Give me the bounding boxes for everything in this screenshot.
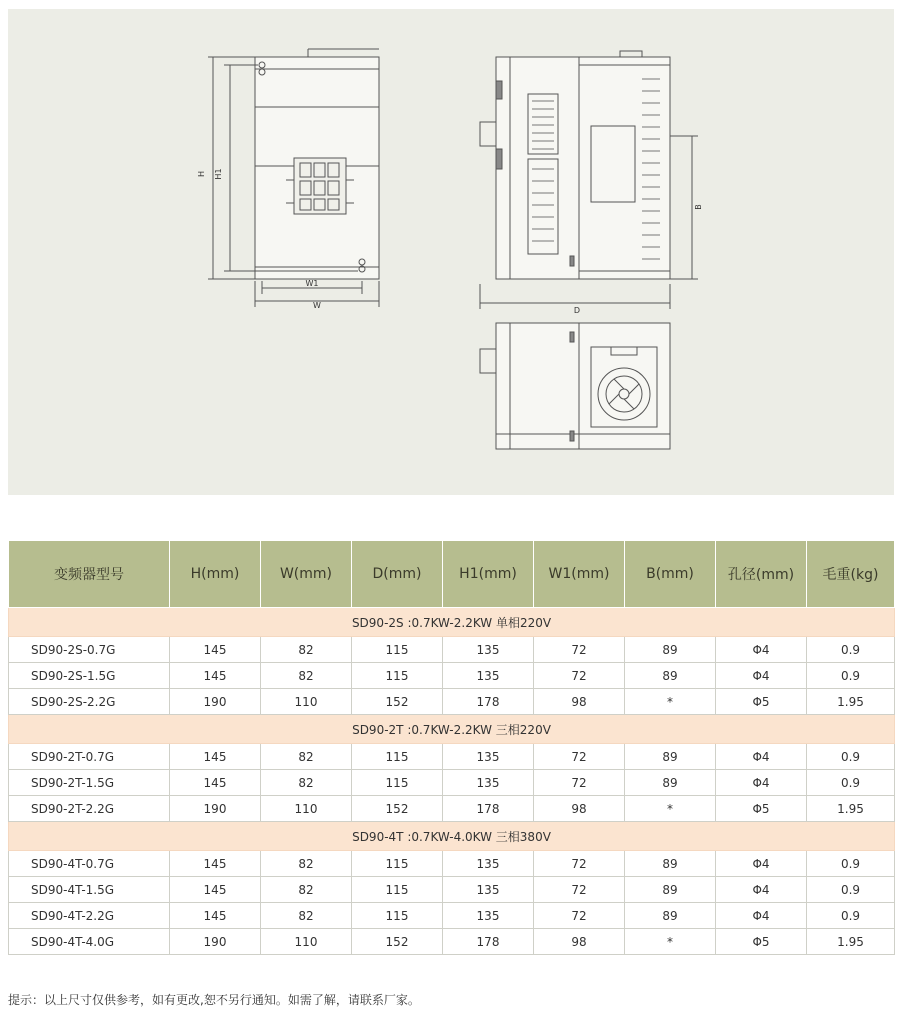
cell-d: 152 — [352, 796, 443, 822]
dim-label-d: D — [573, 306, 581, 315]
cell-hole: Φ4 — [716, 637, 807, 663]
header-hole: 孔径(mm) — [716, 541, 807, 608]
cell-h: 145 — [170, 637, 261, 663]
cell-w1: 98 — [534, 689, 625, 715]
cell-d: 152 — [352, 929, 443, 955]
cell-model: SD90-4T-2.2G — [9, 903, 170, 929]
cell-weight: 0.9 — [807, 744, 895, 770]
cell-model: SD90-2S-0.7G — [9, 637, 170, 663]
side-view — [480, 51, 698, 309]
group-row-2t — [9, 715, 895, 744]
cell-model: SD90-4T-4.0G — [9, 929, 170, 955]
cell-w: 82 — [261, 877, 352, 903]
cell-w: 110 — [261, 796, 352, 822]
bottom-view-outline — [496, 323, 670, 449]
cell-h1: 135 — [443, 637, 534, 663]
cell-d: 115 — [352, 637, 443, 663]
dim-label-w: W — [313, 301, 321, 310]
cell-b: 89 — [625, 851, 716, 877]
table-row — [9, 689, 895, 715]
table-row — [9, 877, 895, 903]
group-row-4t — [9, 822, 895, 851]
cell-w1: 98 — [534, 929, 625, 955]
cell-hole: Φ5 — [716, 929, 807, 955]
cell-d: 152 — [352, 689, 443, 715]
cell-h1: 135 — [443, 770, 534, 796]
dim-label-b: B — [694, 204, 703, 210]
keypad — [294, 158, 346, 214]
cell-hole: Φ4 — [716, 877, 807, 903]
cell-d: 115 — [352, 903, 443, 929]
side-connector — [480, 122, 496, 146]
cell-h1: 135 — [443, 903, 534, 929]
cell-w1: 72 — [534, 744, 625, 770]
cell-weight: 1.95 — [807, 689, 895, 715]
cell-h: 190 — [170, 796, 261, 822]
header-w1: W1(mm) — [534, 541, 625, 608]
cell-w1: 72 — [534, 663, 625, 689]
cell-hole: Φ4 — [716, 770, 807, 796]
cell-w: 82 — [261, 903, 352, 929]
header-h: H(mm) — [170, 541, 261, 608]
header-w: W(mm) — [261, 541, 352, 608]
cell-h: 190 — [170, 689, 261, 715]
cell-w: 110 — [261, 929, 352, 955]
cell-w: 82 — [261, 851, 352, 877]
cell-h1: 135 — [443, 744, 534, 770]
cell-w1: 72 — [534, 877, 625, 903]
table-row — [9, 663, 895, 689]
cell-w1: 72 — [534, 637, 625, 663]
cell-model: SD90-2T-1.5G — [9, 770, 170, 796]
cell-b: 89 — [625, 744, 716, 770]
cell-w1: 98 — [534, 796, 625, 822]
cell-h: 145 — [170, 851, 261, 877]
cell-hole: Φ4 — [716, 744, 807, 770]
cell-model: SD90-2T-2.2G — [9, 796, 170, 822]
cell-b: * — [625, 929, 716, 955]
cell-w1: 72 — [534, 903, 625, 929]
cell-b: 89 — [625, 877, 716, 903]
cell-weight: 0.9 — [807, 903, 895, 929]
dim-label-w1: W1 — [305, 279, 319, 288]
cell-model: SD90-2S-1.5G — [9, 663, 170, 689]
cell-d: 115 — [352, 663, 443, 689]
header-b: B(mm) — [625, 541, 716, 608]
cell-h1: 135 — [443, 877, 534, 903]
cell-model: SD90-4T-0.7G — [9, 851, 170, 877]
dimension-drawing-panel — [8, 9, 894, 495]
cell-w: 82 — [261, 663, 352, 689]
cell-b: 89 — [625, 770, 716, 796]
front-view — [208, 49, 379, 307]
cell-b: 89 — [625, 663, 716, 689]
cell-b: * — [625, 796, 716, 822]
cell-b: 89 — [625, 903, 716, 929]
cell-d: 115 — [352, 851, 443, 877]
cell-weight: 0.9 — [807, 663, 895, 689]
cell-h: 145 — [170, 744, 261, 770]
header-weight: 毛重(kg) — [807, 541, 895, 608]
cell-w: 110 — [261, 689, 352, 715]
cell-w1: 72 — [534, 851, 625, 877]
group-title: SD90-2T :0.7KW-2.2KW 三相220V — [9, 715, 895, 744]
cell-d: 115 — [352, 744, 443, 770]
cell-b: * — [625, 689, 716, 715]
table-row — [9, 903, 895, 929]
cell-b: 89 — [625, 637, 716, 663]
group-row-2s — [9, 608, 895, 637]
cell-d: 115 — [352, 770, 443, 796]
header-h1: H1(mm) — [443, 541, 534, 608]
cell-hole: Φ4 — [716, 851, 807, 877]
table-row — [9, 770, 895, 796]
table-row — [9, 851, 895, 877]
cell-h1: 178 — [443, 929, 534, 955]
cell-h: 145 — [170, 903, 261, 929]
footnote: 提示：以上尺寸仅供参考，如有更改,恕不另行通知。如需了解，请联系厂家。 — [8, 993, 420, 1007]
table-header-row — [9, 541, 895, 608]
cell-hole: Φ4 — [716, 663, 807, 689]
cell-w: 82 — [261, 744, 352, 770]
cell-w: 82 — [261, 770, 352, 796]
cell-w: 82 — [261, 637, 352, 663]
header-d: D(mm) — [352, 541, 443, 608]
cell-weight: 0.9 — [807, 637, 895, 663]
cell-d: 115 — [352, 877, 443, 903]
cell-hole: Φ4 — [716, 903, 807, 929]
cell-model: SD90-2T-0.7G — [9, 744, 170, 770]
cell-hole: Φ5 — [716, 796, 807, 822]
table-row — [9, 744, 895, 770]
cell-model: SD90-2S-2.2G — [9, 689, 170, 715]
cell-weight: 1.95 — [807, 929, 895, 955]
cell-weight: 0.9 — [807, 770, 895, 796]
cell-h: 190 — [170, 929, 261, 955]
cell-h1: 178 — [443, 689, 534, 715]
cell-h: 145 — [170, 770, 261, 796]
bottom-view — [480, 323, 670, 449]
cell-h1: 135 — [443, 851, 534, 877]
cell-h: 145 — [170, 877, 261, 903]
table-row — [9, 796, 895, 822]
cell-hole: Φ5 — [716, 689, 807, 715]
side-view-outline — [496, 57, 670, 279]
cell-h: 145 — [170, 663, 261, 689]
cell-h1: 135 — [443, 663, 534, 689]
dim-label-h1: H1 — [214, 168, 223, 180]
cell-weight: 0.9 — [807, 851, 895, 877]
spec-table — [8, 540, 895, 955]
table-row — [9, 929, 895, 955]
dim-label-h: H — [197, 170, 206, 178]
dimension-drawing — [8, 9, 894, 495]
group-title: SD90-4T :0.7KW-4.0KW 三相380V — [9, 822, 895, 851]
table-row — [9, 637, 895, 663]
cell-w1: 72 — [534, 770, 625, 796]
cell-weight: 1.95 — [807, 796, 895, 822]
header-model: 变频器型号 — [9, 541, 170, 608]
cell-weight: 0.9 — [807, 877, 895, 903]
cell-model: SD90-4T-1.5G — [9, 877, 170, 903]
cell-h1: 178 — [443, 796, 534, 822]
group-title: SD90-2S :0.7KW-2.2KW 单相220V — [9, 608, 895, 637]
